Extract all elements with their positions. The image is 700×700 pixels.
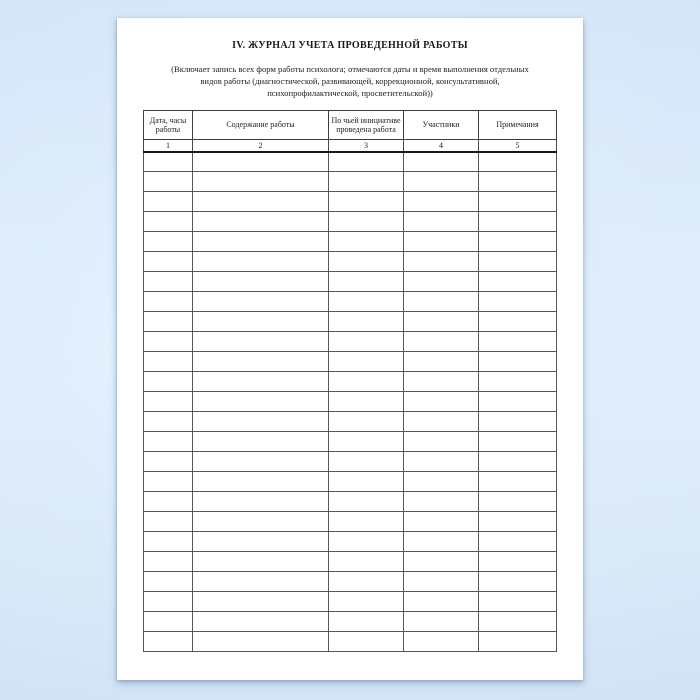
cell-notes <box>479 312 557 332</box>
document-page <box>117 18 583 680</box>
cell-date-hours <box>144 352 193 372</box>
journal-table <box>143 110 557 652</box>
cell-work-content <box>193 252 329 272</box>
cell-work-content <box>193 392 329 412</box>
header-cell-date-hours: Дата, часы работы <box>144 111 193 140</box>
cell-date-hours <box>144 252 193 272</box>
cell-date-hours <box>144 372 193 392</box>
cell-participants <box>404 212 479 232</box>
table-row <box>144 332 557 352</box>
cell-work-content <box>193 172 329 192</box>
table-row <box>144 452 557 472</box>
cell-notes <box>479 572 557 592</box>
cell-participants <box>404 572 479 592</box>
cell-work-content <box>193 372 329 392</box>
cell-initiative <box>329 632 404 652</box>
cell-initiative <box>329 532 404 552</box>
cell-initiative <box>329 392 404 412</box>
cell-work-content <box>193 552 329 572</box>
header-row <box>144 111 557 140</box>
cell-initiative <box>329 432 404 452</box>
cell-date-hours <box>144 512 193 532</box>
cell-date-hours <box>144 472 193 492</box>
cell-date-hours <box>144 612 193 632</box>
page-title: IV. ЖУРНАЛ УЧЕТА ПРОВЕДЕННОЙ РАБОТЫ <box>232 40 468 51</box>
table-row <box>144 432 557 452</box>
table-row <box>144 272 557 292</box>
cell-participants <box>404 352 479 372</box>
cell-work-content <box>193 272 329 292</box>
table-row <box>144 172 557 192</box>
cell-notes <box>479 512 557 532</box>
cell-participants <box>404 492 479 512</box>
cell-participants <box>404 552 479 572</box>
cell-notes <box>479 632 557 652</box>
cell-participants <box>404 472 479 492</box>
cell-work-content <box>193 492 329 512</box>
cell-participants <box>404 452 479 472</box>
table-row <box>144 232 557 252</box>
cell-notes <box>479 212 557 232</box>
cell-notes <box>479 432 557 452</box>
column-numbers-row <box>144 140 557 152</box>
cell-notes <box>479 492 557 512</box>
journal-table-header <box>144 111 557 140</box>
cell-initiative <box>329 332 404 352</box>
cell-work-content <box>193 532 329 552</box>
cell-date-hours <box>144 172 193 192</box>
cell-initiative <box>329 552 404 572</box>
cell-work-content <box>193 192 329 212</box>
cell-initiative <box>329 292 404 312</box>
table-row <box>144 372 557 392</box>
subtitle-line-1: (Включает запись всех форм работы психолога; отмечаются даты и время выполнения отдельных <box>171 64 529 74</box>
cell-participants <box>404 592 479 612</box>
cell-work-content <box>193 232 329 252</box>
cell-date-hours <box>144 292 193 312</box>
table-row <box>144 472 557 492</box>
cell-participants <box>404 232 479 252</box>
cell-participants <box>404 292 479 312</box>
cell-participants <box>404 412 479 432</box>
cell-work-content <box>193 632 329 652</box>
cell-notes <box>479 392 557 412</box>
cell-participants <box>404 532 479 552</box>
cell-initiative <box>329 352 404 372</box>
table-row <box>144 412 557 432</box>
cell-notes <box>479 292 557 312</box>
table-row <box>144 212 557 232</box>
cell-initiative <box>329 472 404 492</box>
subtitle-line-2: видов работы (диагностической, развивающей, коррекционной, консультативной, <box>200 75 500 86</box>
cell-date-hours <box>144 232 193 252</box>
cell-initiative <box>329 612 404 632</box>
header-cell-work-content: Содержание работы <box>193 111 329 140</box>
table-row <box>144 552 557 572</box>
cell-notes <box>479 192 557 212</box>
cell-notes <box>479 152 557 172</box>
cell-initiative <box>329 172 404 192</box>
cell-initiative <box>329 512 404 532</box>
cell-date-hours <box>144 532 193 552</box>
cell-date-hours <box>144 212 193 232</box>
cell-notes <box>479 332 557 352</box>
cell-initiative <box>329 152 404 172</box>
cell-work-content <box>193 212 329 232</box>
table-row <box>144 292 557 312</box>
header-cell-participants: Участники <box>404 111 479 140</box>
cell-initiative <box>329 372 404 392</box>
journal-table-body <box>144 140 557 652</box>
cell-initiative <box>329 192 404 212</box>
cell-work-content <box>193 592 329 612</box>
table-row <box>144 252 557 272</box>
cell-participants <box>404 632 479 652</box>
cell-participants <box>404 172 479 192</box>
cell-notes <box>479 412 557 432</box>
cell-notes <box>479 352 557 372</box>
cell-notes <box>479 452 557 472</box>
cell-date-hours <box>144 152 193 172</box>
cell-work-content <box>193 152 329 172</box>
cell-notes <box>479 252 557 272</box>
cell-date-hours <box>144 272 193 292</box>
cell-participants <box>404 512 479 532</box>
cell-date-hours <box>144 432 193 452</box>
cell-participants <box>404 612 479 632</box>
cell-notes <box>479 372 557 392</box>
column-number-3: 3 <box>329 140 404 152</box>
cell-work-content <box>193 612 329 632</box>
cell-date-hours <box>144 592 193 612</box>
cell-notes <box>479 272 557 292</box>
table-row <box>144 532 557 552</box>
cell-initiative <box>329 252 404 272</box>
cell-notes <box>479 232 557 252</box>
cell-initiative <box>329 272 404 292</box>
cell-notes <box>479 172 557 192</box>
cell-work-content <box>193 352 329 372</box>
cell-date-hours <box>144 192 193 212</box>
table-row <box>144 592 557 612</box>
cell-participants <box>404 432 479 452</box>
cell-notes <box>479 592 557 612</box>
cell-date-hours <box>144 332 193 352</box>
cell-participants <box>404 252 479 272</box>
cell-initiative <box>329 592 404 612</box>
cell-initiative <box>329 572 404 592</box>
cell-participants <box>404 272 479 292</box>
table-row <box>144 392 557 412</box>
column-number-2: 2 <box>193 140 329 152</box>
table-row <box>144 572 557 592</box>
cell-notes <box>479 612 557 632</box>
cell-participants <box>404 152 479 172</box>
cell-work-content <box>193 312 329 332</box>
cell-participants <box>404 312 479 332</box>
cell-date-hours <box>144 452 193 472</box>
table-row <box>144 152 557 172</box>
cell-notes <box>479 532 557 552</box>
table-row <box>144 612 557 632</box>
column-number-4: 4 <box>404 140 479 152</box>
cell-initiative <box>329 232 404 252</box>
page-subtitle <box>135 64 565 99</box>
table-row <box>144 492 557 512</box>
cell-initiative <box>329 452 404 472</box>
column-number-1: 1 <box>144 140 193 152</box>
cell-participants <box>404 332 479 352</box>
cell-work-content <box>193 432 329 452</box>
cell-date-hours <box>144 492 193 512</box>
cell-work-content <box>193 332 329 352</box>
table-row <box>144 632 557 652</box>
table-row <box>144 352 557 372</box>
table-row <box>144 512 557 532</box>
cell-participants <box>404 372 479 392</box>
cell-date-hours <box>144 312 193 332</box>
cell-date-hours <box>144 632 193 652</box>
cell-date-hours <box>144 552 193 572</box>
table-row <box>144 312 557 332</box>
header-cell-notes: Примечания <box>479 111 557 140</box>
cell-initiative <box>329 212 404 232</box>
cell-initiative <box>329 412 404 432</box>
cell-notes <box>479 552 557 572</box>
cell-work-content <box>193 472 329 492</box>
cell-work-content <box>193 512 329 532</box>
column-number-5: 5 <box>479 140 557 152</box>
cell-date-hours <box>144 412 193 432</box>
cell-date-hours <box>144 572 193 592</box>
cell-work-content <box>193 412 329 432</box>
cell-initiative <box>329 312 404 332</box>
subtitle-line-3: психопрофилактической, просветительской)) <box>267 87 433 98</box>
cell-work-content <box>193 572 329 592</box>
cell-notes <box>479 472 557 492</box>
table-row <box>144 192 557 212</box>
cell-participants <box>404 392 479 412</box>
cell-work-content <box>193 292 329 312</box>
cell-work-content <box>193 452 329 472</box>
cell-initiative <box>329 492 404 512</box>
cell-date-hours <box>144 392 193 412</box>
header-cell-initiative: По чьей инициативе проведена работа <box>329 111 404 140</box>
cell-participants <box>404 192 479 212</box>
